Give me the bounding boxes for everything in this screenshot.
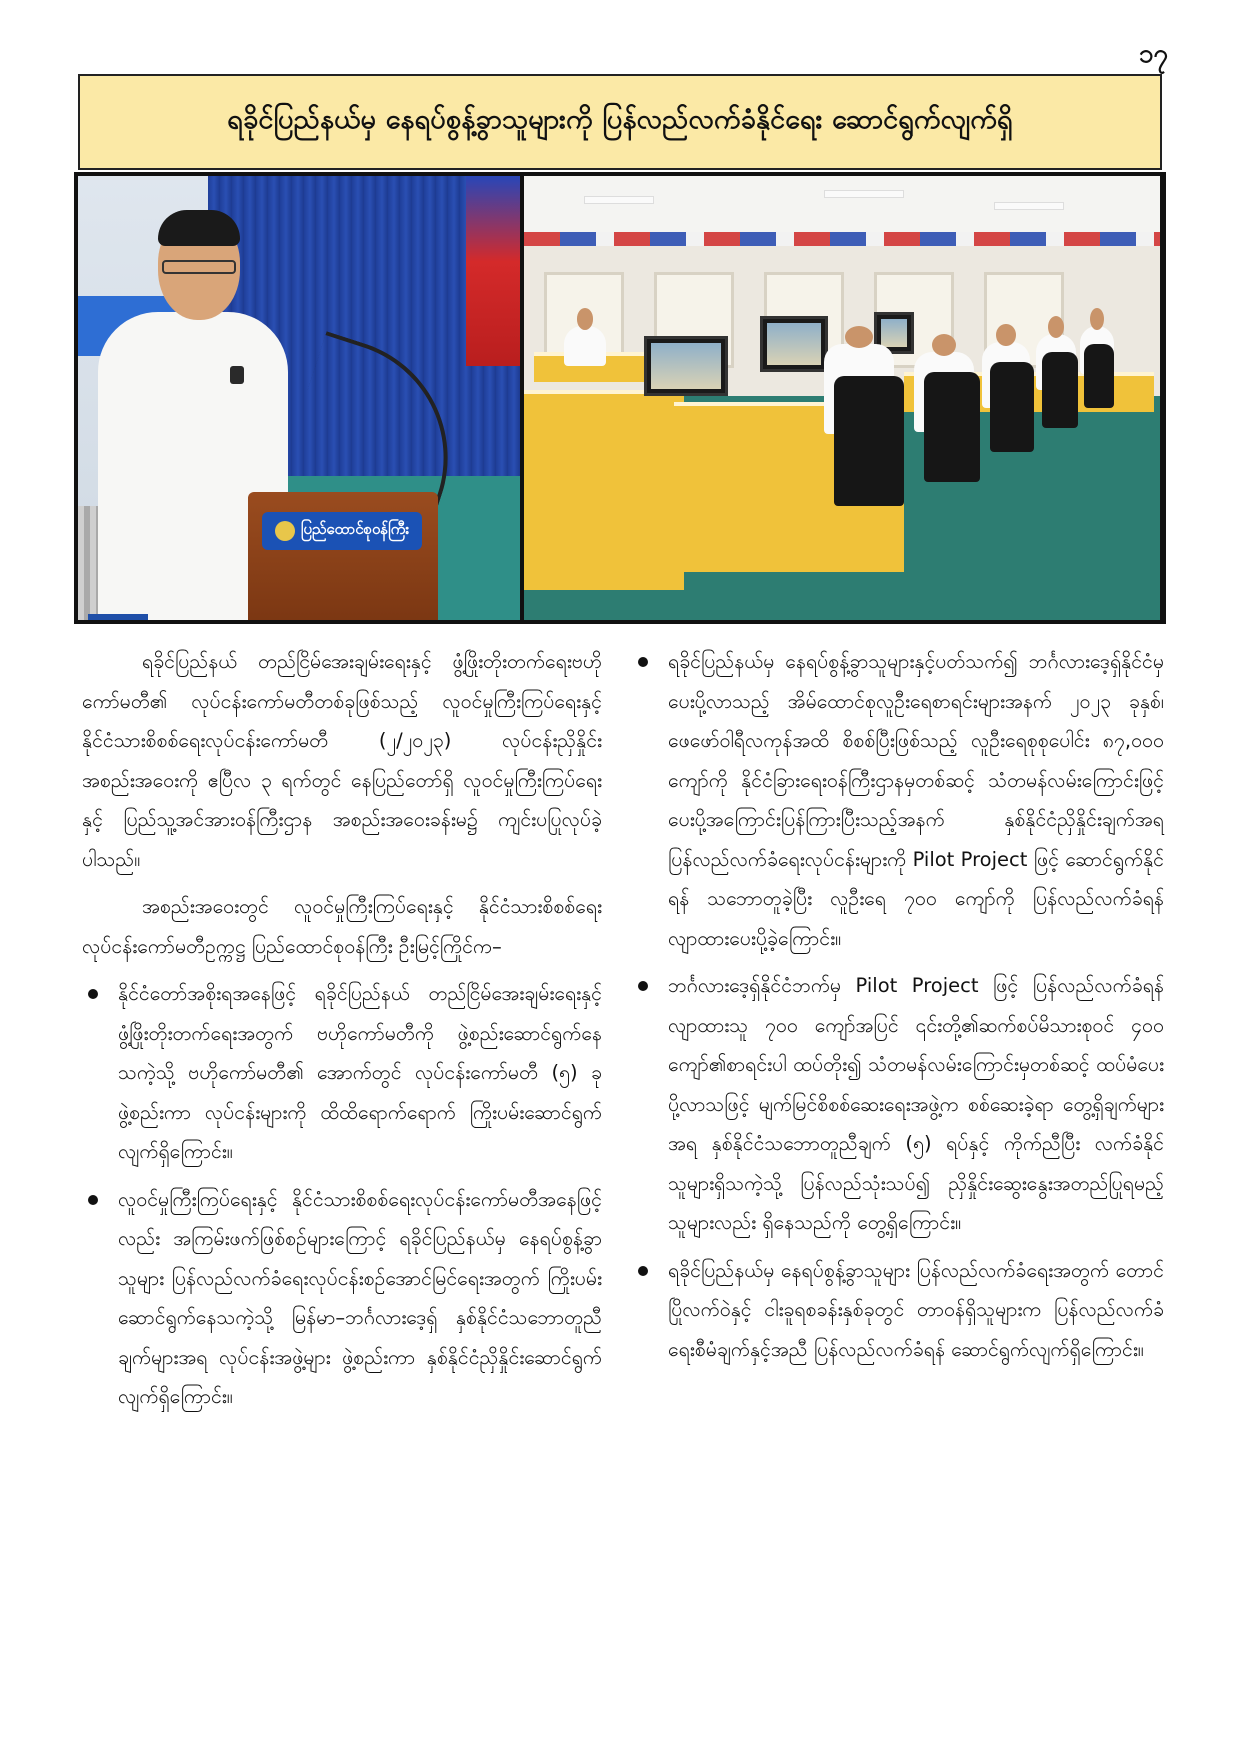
title-box: [78, 74, 1162, 170]
flag: [466, 176, 520, 366]
speaker-hair: [158, 210, 240, 246]
conference-table-front: [524, 390, 684, 590]
list-item-text: ရခိုင်ပြည်နယ်မှ နေရပ်စွန့်ခွာသူများနှင့်ပတ်သက်၍ ဘင်္ဂလားဒေ့ရှ်နိုင်ငံမှ ပေးပို့လာသည့် အိမ်ထောင်စုလူဦးရေစာရင်းများအနက် ၂၀၂၃ ခုနှစ်၊ ဖေဖော်ဝါရီလကုန်အထိ စိစစ်ပြီးဖြစ်သည့် လူဦးရေစုစုပေါင်း ၈၇,၀၀၀ ကျော်ကို နိုင်ငံခြားရေးဝန်ကြီးဌာနမှတစ်ဆင့် သံတမန်လမ်းကြောင်းဖြင့် ပေးပို့အကြောင်းပြန်ကြားပြီးသည့်အနက် နှစ်နိုင်ငံညှိနှိုင်းချက်အရ ပြန်လည်လက်ခံရေးလုပ်ငန်းများကို Pilot Project ဖြင့် ဆောင်ရွက်နိုင်ရန် သဘောတူခဲ့ပြီး လူဦးရေ ၇၀၀ ကျော်ကို ပြန်လည်လက်ခံရန် လျာထားပေးပို့ခဲ့ကြောင်း။: [668, 650, 1164, 950]
bullet-icon: [638, 981, 648, 991]
right-bullet-list: [632, 642, 1164, 1369]
speaker-intro-paragraph: အစည်းအဝေးတွင် လူဝင်မှုကြီးကြပ်ရေးနှင့် နိုင်ငံသားစိစစ်ရေးလုပ်ငန်းကော်မတီဥက္ကဋ္ဌ ပြည်ထောင်စုဝန်ကြီး ဦးမြင့်ကြိုင်က–: [82, 895, 602, 958]
badge-icon: [230, 366, 244, 384]
list-item-text: လူဝင်မှုကြီးကြပ်ရေးနှင့် နိုင်ငံသားစိစစ်ရေးလုပ်ငန်းကော်မတီအနေဖြင့်လည်း အကြမ်းဖက်ဖြစ်စဉ်များကြောင့် ရခိုင်ပြည်နယ်မှ နေရပ်စွန့်ခွာသူများ ပြန်လည်လက်ခံရေးလုပ်ငန်းစဉ်အောင်မြင်ရေးအတွက် ကြိုးပမ်းဆောင်ရွက်နေသကဲ့သို့ မြန်မာ–ဘင်္ဂလားဒေ့ရှ် နှစ်နိုင်ငံသဘောတူညီချက်များအရ လုပ်ငန်းအဖွဲ့များ ဖွဲ့စည်းကာ နှစ်နိုင်ငံညှိနှိုင်းဆောင်ရွက်လျက်ရှိကြောင်း။: [118, 1187, 602, 1408]
office-chair: [990, 362, 1034, 452]
photo-meeting-room: [524, 176, 1160, 620]
podium-sign-text: ပြည်ထောင်စုဝန်ကြီး: [300, 520, 410, 538]
ceiling-light: [824, 190, 904, 198]
office-chair: [1084, 344, 1114, 408]
office-chair: [834, 376, 904, 506]
bullet-icon: [638, 657, 648, 667]
bullet-icon: [638, 1266, 648, 1276]
bullet-icon: [88, 989, 98, 999]
list-item: [632, 966, 1164, 1243]
ceiling-light: [994, 202, 1064, 210]
video-monitor: [644, 336, 728, 396]
list-item-text: ရခိုင်ပြည်နယ်မှ နေရပ်စွန့်ခွာသူများ ပြန်လည်လက်ခံရေးအတွက် တောင်ပြိုလက်ဝဲနှင့် ငါးခူရစခန်းနှစ်ခုတွင် တာဝန်ရှိသူများက ပြန်လည်လက်ခံရေးစီမံချက်နှင့်အညီ ပြန်လည်လက်ခံရန် ဆောင်ရွက်လျက်ရှိကြောင်း။: [668, 1258, 1164, 1361]
meeting-attendee: [564, 326, 606, 366]
video-monitor: [760, 316, 828, 372]
pen-icon: [88, 614, 148, 620]
speaker-glasses: [162, 260, 236, 274]
office-chair: [1042, 352, 1078, 428]
intro-paragraph: ရခိုင်ပြည်နယ် တည်ငြိမ်အေးချမ်းရေးနှင့် ဖွံ့ဖြိုးတိုးတက်ရေးဗဟိုကော်မတီ၏ လုပ်ငန်းကော်မတီတစ်ခုဖြစ်သည့် လူဝင်မှုကြီးကြပ်ရေးနှင့် နိုင်ငံသားစိစစ်ရေးလုပ်ငန်းကော်မတီ (၂/၂၀၂၃) လုပ်ငန်းညှိနှိုင်းအစည်းအဝေးကို ဧပြီလ ၃ ရက်တွင် နေပြည်တော်ရှိ လူဝင်မှုကြီးကြပ်ရေးနှင့် ပြည်သူ့အင်အားဝန်ကြီးဌာန အစည်းအဝေးခန်းမ၌ ကျင်းပပြုလုပ်ခဲ့ပါသည်။: [82, 650, 602, 871]
bullet-icon: [88, 1195, 98, 1205]
podium-sign: [262, 512, 422, 550]
right-column: [632, 642, 1164, 1377]
page-number: ၁၇: [1138, 39, 1168, 69]
list-item: [82, 1180, 602, 1417]
list-item: [82, 974, 602, 1172]
office-chair: [924, 372, 980, 482]
photo-frame: [74, 172, 1166, 624]
photo-speaker-at-podium: [78, 176, 520, 620]
ceiling-light: [584, 196, 654, 204]
list-item-text: နိုင်ငံတော်အစိုးရအနေဖြင့် ရခိုင်ပြည်နယ် တည်ငြိမ်အေးချမ်းရေးနှင့် ဖွံ့ဖြိုးတိုးတက်ရေးအတွက် ဗဟိုကော်မတီကို ဖွဲ့စည်းဆောင်ရွက်နေသကဲ့သို့ ဗဟိုကော်မတီ၏ အောက်တွင် လုပ်ငန်းကော်မတီ (၅) ခု ဖွဲ့စည်းကာ လုပ်ငန်းများကို ထိထိရောက်ရောက် ကြိုးပမ်းဆောင်ရွက်လျက်ရှိကြောင်း။: [118, 982, 602, 1163]
left-column: [82, 642, 602, 1425]
list-item: [632, 642, 1164, 958]
list-item-text: ဘင်္ဂလားဒေ့ရှ်နိုင်ငံဘက်မှ Pilot Project ဖြင့် ပြန်လည်လက်ခံရန် လျာထားသူ ၇၀၀ ကျော်အပြင် ၎င်းတို့၏ဆက်စပ်မိသားစုဝင် ၄၀၀ ကျော်၏စာရင်းပါ ထပ်တိုး၍ သံတမန်လမ်းကြောင်းမှတစ်ဆင့် ထပ်မံပေးပို့လာသဖြင့် မျက်မြင်စိစစ်ဆေးရေးအဖွဲ့က စစ်ဆေးခဲ့ရာ တွေ့ရှိချက်များအရ နှစ်နိုင်ငံသဘောတူညီချက် (၅) ရပ်နှင့် ကိုက်ညီပြီး လက်ခံနိုင်သူများရှိသကဲ့သို့ ပြန်လည်သုံးသပ်၍ ညှိနှိုင်းဆွေးနွေးအတည်ပြုရမည့်သူများလည်း ရှိနေသည်ကို တွေ့ရှိကြောင်း။: [668, 974, 1164, 1234]
article-title: ရခိုင်ပြည်နယ်မှ နေရပ်စွန့်ခွာသူများကို ပြန်လည်လက်ခံနိုင်ရေး ဆောင်ရွက်လျက်ရှိ: [227, 104, 1013, 135]
list-item: [632, 1251, 1164, 1370]
left-bullet-list: [82, 974, 602, 1417]
seal-icon: [275, 521, 295, 541]
